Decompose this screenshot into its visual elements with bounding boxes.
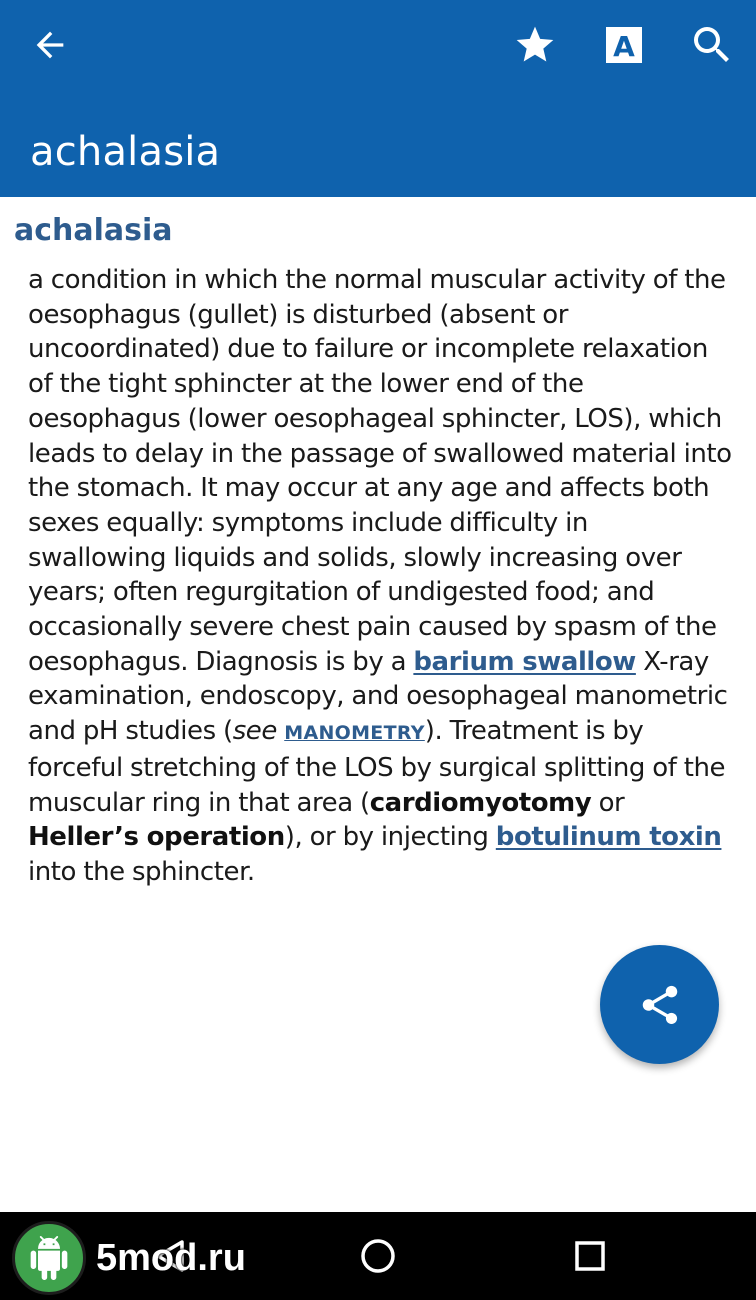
watermark-text: 5mod.ru bbox=[96, 1236, 246, 1279]
nav-recent-apps-button[interactable] bbox=[560, 1226, 620, 1286]
favorite-button[interactable] bbox=[507, 17, 563, 73]
font-size-icon bbox=[604, 25, 644, 65]
definition-text: ), or by injecting bbox=[284, 822, 496, 853]
page-title: achalasia bbox=[30, 129, 221, 175]
entry-definition bbox=[28, 263, 733, 890]
back-button[interactable] bbox=[22, 17, 78, 73]
term-hellers-operation: Heller’s operation bbox=[28, 822, 285, 853]
svg-text:A: A bbox=[613, 30, 635, 63]
link-barium-swallow[interactable]: barium swallow bbox=[413, 646, 636, 677]
nav-home-button[interactable] bbox=[348, 1226, 408, 1286]
share-icon bbox=[637, 982, 683, 1028]
see-label: see bbox=[232, 716, 277, 747]
star-icon bbox=[513, 23, 557, 67]
definition-text: or bbox=[591, 787, 625, 818]
arrow-left-icon bbox=[30, 25, 70, 65]
nav-home-icon bbox=[358, 1236, 398, 1276]
search-button[interactable] bbox=[684, 17, 740, 73]
definition-text: into the sphincter. bbox=[28, 856, 255, 887]
font-size-button[interactable] bbox=[596, 17, 652, 73]
definition-text: X-ray examination, endoscopy, and oesophageal manometric and pH studies ( bbox=[28, 646, 728, 747]
definition-text: ). Treatment is by forceful stretching of the LOS by surgical splitting of the muscular ring in that area ( bbox=[28, 716, 726, 818]
definition-text: a condition in which the normal muscular activity of the oesophagus (gullet) is disturbed (absent or uncoordinated) due to failure or incomplete relaxation of the tight sphincter at the lower end of the oesophagus (lower oesophageal sphincter, LOS), which leads to delay in the passage of swallowed material into the stomach. It may occur at any age and affects both sexes equally: symptoms include difficulty in swallowing liquids and solids, slowly increasing over years; often regurgitation of undigested food; and occasionally severe chest pain caused by spasm of the oesophagus. Diagnosis is by a bbox=[28, 265, 732, 677]
link-botulinum-toxin[interactable]: botulinum toxin bbox=[495, 822, 722, 853]
android-logo-icon bbox=[12, 1221, 86, 1295]
entry-headword: achalasia bbox=[14, 213, 173, 248]
watermark bbox=[12, 1222, 246, 1294]
nav-recent-apps-icon bbox=[570, 1236, 610, 1276]
term-cardiomyotomy: cardiomyotomy bbox=[369, 787, 592, 818]
search-icon bbox=[688, 21, 736, 69]
app-bar bbox=[0, 0, 756, 197]
link-manometry[interactable]: MANOMETRY bbox=[284, 722, 425, 745]
share-button[interactable] bbox=[600, 945, 719, 1064]
